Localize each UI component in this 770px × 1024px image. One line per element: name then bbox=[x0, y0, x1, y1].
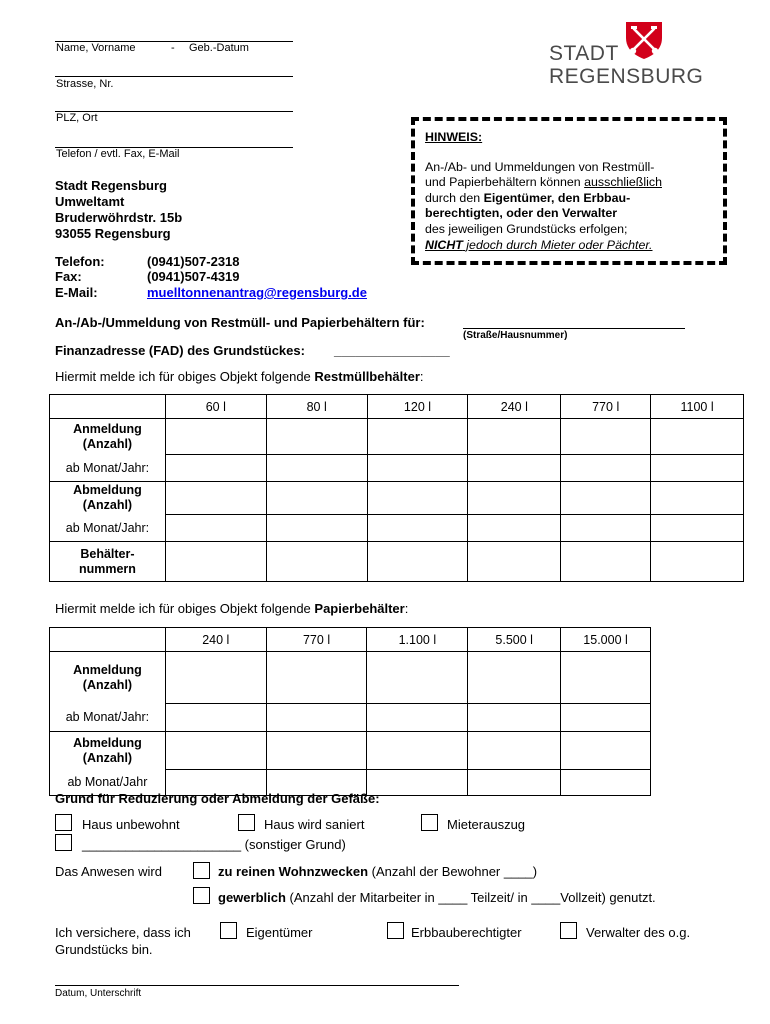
restmuell-intro: Hiermit melde ich für obiges Objekt folgende Restmüllbehälter: bbox=[55, 369, 424, 384]
input-cell[interactable] bbox=[561, 455, 651, 482]
size-header: 1.100 l bbox=[367, 628, 468, 652]
input-cell[interactable] bbox=[468, 732, 561, 770]
abmeldung-row bbox=[50, 482, 744, 515]
address-block bbox=[55, 178, 182, 242]
input-cell[interactable] bbox=[165, 652, 266, 704]
checkbox-haus-unbewohnt[interactable] bbox=[55, 814, 72, 831]
size-header: 770 l bbox=[561, 395, 651, 419]
input-cell[interactable] bbox=[266, 704, 367, 732]
size-header: 770 l bbox=[266, 628, 367, 652]
input-cell[interactable] bbox=[651, 419, 744, 455]
size-header: 15.000 l bbox=[561, 628, 651, 652]
papier-abmeldung-row bbox=[50, 732, 651, 770]
birth-label: Geb.-Datum bbox=[189, 42, 249, 54]
fax-label: Fax: bbox=[55, 269, 82, 284]
assurance-line-2: Grundstücks bin. bbox=[55, 942, 153, 957]
input-cell[interactable] bbox=[165, 704, 266, 732]
input-cell[interactable] bbox=[367, 732, 468, 770]
checkbox-haus-saniert[interactable] bbox=[238, 814, 255, 831]
size-header: 120 l bbox=[367, 395, 468, 419]
checkbox-sonstiger-grund[interactable] bbox=[55, 834, 72, 851]
address-line-1: Stadt Regensburg bbox=[55, 178, 167, 193]
fad-label: Finanzadresse (FAD) des Grundstückes: bbox=[55, 343, 305, 358]
anmeldung-label: Anmeldung (Anzahl) bbox=[50, 419, 166, 455]
checkbox-erbbauberechtigter[interactable] bbox=[387, 922, 404, 939]
input-cell[interactable] bbox=[367, 482, 468, 515]
input-cell[interactable] bbox=[266, 482, 367, 515]
input-cell[interactable] bbox=[266, 652, 367, 704]
input-cell[interactable] bbox=[266, 515, 367, 542]
input-cell[interactable] bbox=[561, 419, 651, 455]
street-label: Strasse, Nr. bbox=[56, 78, 114, 90]
reason-label: Mieterauszug bbox=[447, 817, 526, 832]
input-cell[interactable] bbox=[367, 770, 468, 796]
logo-text-regensburg: REGENSBURG bbox=[549, 65, 704, 88]
size-header: 240 l bbox=[165, 628, 266, 652]
input-cell[interactable] bbox=[367, 542, 468, 582]
assurance-option: Erbbauberechtigter bbox=[411, 925, 522, 940]
input-cell[interactable] bbox=[367, 652, 468, 704]
reason-label: Haus wird saniert bbox=[264, 817, 365, 832]
input-cell[interactable] bbox=[165, 455, 266, 482]
corner-cell bbox=[50, 395, 166, 419]
input-cell[interactable] bbox=[561, 704, 651, 732]
papier-intro: Hiermit melde ich für obiges Objekt folgende Papierbehälter: bbox=[55, 601, 409, 616]
tel-value: (0941)507-2318 bbox=[147, 254, 240, 269]
street-hint: (Straße/Hausnummer) bbox=[463, 330, 568, 341]
input-cell[interactable] bbox=[561, 515, 651, 542]
checkbox-wohnzwecke[interactable] bbox=[193, 862, 210, 879]
behaelter-row bbox=[50, 542, 744, 582]
tel-label: Telefon: bbox=[55, 254, 105, 269]
month-label: ab Monat/Jahr: bbox=[50, 455, 166, 482]
address-line-3: Bruderwöhrdstr. 15b bbox=[55, 210, 183, 225]
papier-anmeldung-month-row bbox=[50, 704, 651, 732]
corner-cell bbox=[50, 628, 166, 652]
input-cell[interactable] bbox=[561, 482, 651, 515]
logo-text-stadt: STADT bbox=[549, 42, 619, 65]
input-cell[interactable] bbox=[651, 515, 744, 542]
input-cell[interactable] bbox=[651, 482, 744, 515]
month-label: ab Monat/Jahr: bbox=[50, 704, 166, 732]
input-cell[interactable] bbox=[165, 515, 266, 542]
input-cell[interactable] bbox=[266, 732, 367, 770]
input-cell[interactable] bbox=[165, 482, 266, 515]
input-cell[interactable] bbox=[367, 419, 468, 455]
form-heading: An-/Ab-/Ummeldung von Restmüll- und Papierbehältern für: bbox=[55, 315, 425, 330]
input-cell[interactable] bbox=[266, 419, 367, 455]
notice-text bbox=[425, 130, 715, 253]
signature-line[interactable] bbox=[55, 985, 459, 986]
restmuell-table bbox=[49, 394, 744, 582]
behaelter-label: Behälter- nummern bbox=[50, 542, 166, 582]
notice-title: HINWEIS: bbox=[425, 130, 483, 144]
input-cell[interactable] bbox=[561, 652, 651, 704]
checkbox-eigentuemer[interactable] bbox=[220, 922, 237, 939]
month-label: ab Monat/Jahr bbox=[50, 770, 166, 796]
input-cell[interactable] bbox=[266, 455, 367, 482]
input-cell[interactable] bbox=[165, 542, 266, 582]
street-line[interactable] bbox=[55, 76, 293, 77]
notice-line-6: NICHT jedoch durch Mieter oder Pächter. bbox=[425, 237, 653, 252]
input-cell[interactable] bbox=[468, 652, 561, 704]
reason-label: Haus unbewohnt bbox=[82, 817, 180, 832]
abmeldung-label: Abmeldung (Anzahl) bbox=[50, 482, 166, 515]
input-cell[interactable] bbox=[468, 455, 561, 482]
assurance-option: Eigentümer bbox=[246, 925, 313, 940]
size-header: 1100 l bbox=[651, 395, 744, 419]
checkbox-mieterauszug[interactable] bbox=[421, 814, 438, 831]
input-cell[interactable] bbox=[561, 732, 651, 770]
notice-line-3: durch den Eigentümer, den Erbbau- bbox=[425, 190, 631, 205]
input-cell[interactable] bbox=[367, 704, 468, 732]
input-cell[interactable] bbox=[468, 770, 561, 796]
notice-line-1: An-/Ab- und Ummeldungen von Restmüll- bbox=[425, 159, 655, 174]
size-header: 5.500 l bbox=[468, 628, 561, 652]
notice-line-2: und Papierbehältern können ausschließlich bbox=[425, 175, 662, 190]
signature-label: Datum, Unterschrift bbox=[55, 988, 142, 999]
size-header: 60 l bbox=[165, 395, 266, 419]
anmeldung-month-row bbox=[50, 455, 744, 482]
input-cell[interactable] bbox=[651, 455, 744, 482]
fad-input[interactable]: ________________ bbox=[334, 343, 450, 358]
size-header: 80 l bbox=[266, 395, 367, 419]
usage-label: Das Anwesen wird bbox=[55, 864, 162, 879]
street-input-line[interactable] bbox=[463, 328, 685, 329]
assurance-line-1: Ich versichere, dass ich bbox=[55, 925, 191, 940]
input-cell[interactable] bbox=[561, 770, 651, 796]
input-cell[interactable] bbox=[266, 542, 367, 582]
address-line-4: 93055 Regensburg bbox=[55, 226, 171, 241]
address-line-2: Umweltamt bbox=[55, 194, 125, 209]
assurance-option: Verwalter des o.g. bbox=[586, 925, 691, 940]
anmeldung-row bbox=[50, 419, 744, 455]
input-cell[interactable] bbox=[367, 455, 468, 482]
papier-anmeldung-row bbox=[50, 652, 651, 704]
papier-table bbox=[49, 627, 651, 796]
fax-value: (0941)507-4319 bbox=[147, 269, 240, 284]
reasons-heading: Grund für Reduzierung oder Abmeldung der Gefäße: bbox=[55, 791, 380, 806]
input-cell[interactable] bbox=[651, 542, 744, 582]
input-cell[interactable] bbox=[468, 482, 561, 515]
input-cell[interactable] bbox=[468, 704, 561, 732]
input-cell[interactable] bbox=[468, 542, 561, 582]
mail-label: E-Mail: bbox=[55, 285, 98, 300]
checkbox-gewerblich[interactable] bbox=[193, 887, 210, 904]
papier-header-row bbox=[50, 628, 651, 652]
input-cell[interactable] bbox=[561, 542, 651, 582]
abmeldung-month-row bbox=[50, 515, 744, 542]
input-cell[interactable] bbox=[367, 515, 468, 542]
month-label: ab Monat/Jahr: bbox=[50, 515, 166, 542]
notice-line-5: des jeweiligen Grundstücks erfolgen; bbox=[425, 221, 628, 236]
coat-of-arms-icon bbox=[622, 20, 666, 60]
input-cell[interactable] bbox=[468, 515, 561, 542]
contact-label: Telefon / evtl. Fax, E-Mail bbox=[56, 148, 180, 160]
city-label: PLZ, Ort bbox=[56, 112, 98, 124]
usage-option-1: zu reinen Wohnzwecken (Anzahl der Bewohner ____) bbox=[218, 864, 538, 879]
anmeldung-label: Anmeldung (Anzahl) bbox=[50, 652, 166, 704]
input-cell[interactable] bbox=[468, 419, 561, 455]
email-link[interactable]: muelltonnenantrag@regensburg.de bbox=[147, 285, 367, 300]
abmeldung-label: Abmeldung (Anzahl) bbox=[50, 732, 166, 770]
dash: - bbox=[171, 42, 175, 54]
sonstiger-grund-field[interactable]: ______________________ (sonstiger Grund) bbox=[82, 837, 346, 852]
size-header: 240 l bbox=[468, 395, 561, 419]
input-cell[interactable] bbox=[165, 732, 266, 770]
checkbox-verwalter[interactable] bbox=[560, 922, 577, 939]
restmuell-header-row bbox=[50, 395, 744, 419]
usage-option-2: gewerblich (Anzahl der Mitarbeiter in ____ Teilzeit/ in ____Vollzeit) genutzt. bbox=[218, 890, 656, 905]
input-cell[interactable] bbox=[165, 419, 266, 455]
notice-line-4: berechtigten, oder den Verwalter bbox=[425, 206, 618, 221]
name-label: Name, Vorname bbox=[56, 42, 136, 54]
